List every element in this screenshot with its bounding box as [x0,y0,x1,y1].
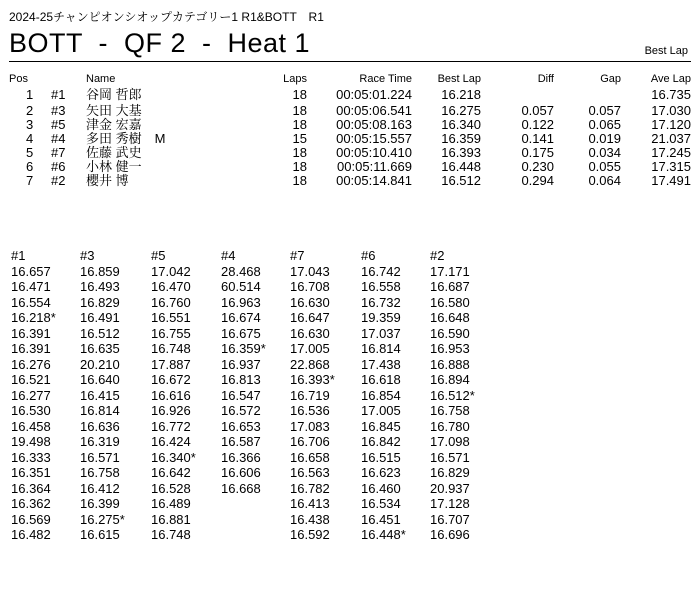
cell-ave-lap: 17.315 [651,159,691,174]
lap-time: 16.658 [290,449,330,465]
lap-time: 16.854 [361,387,401,403]
lap-time: 16.391 [11,325,51,341]
cell-pos: 2 [26,103,34,118]
table-row [0,118,700,132]
lap-time: 16.758 [430,403,470,418]
lap-time: 16.572 [221,403,261,418]
cell-diff: 0.294 [521,173,554,188]
results-header-row [0,72,700,86]
table-row [0,160,700,174]
cell-driver-name: 小林 健一 [86,159,142,174]
lap-time: 16.491 [80,310,120,325]
lap-time: 16.512 [80,325,120,341]
lap-time: 16.675 [221,325,261,341]
lap-time: 16.642 [151,465,191,480]
lap-time: 16.277 [11,387,51,403]
lap-time: 16.460 [361,480,401,496]
header-laps: Laps [283,73,307,85]
lap-time: 16.782 [290,480,330,496]
lap-time: 16.813 [221,372,261,387]
lap-column [11,248,56,543]
lap-column-header: #1 [11,248,26,263]
header-gap: Gap [600,73,621,85]
lap-time: 22.868 [290,356,330,372]
lap-time: 16.842 [361,434,401,449]
lap-time: 20.210 [80,356,120,372]
lap-time: 16.937 [221,356,261,372]
results-table [0,72,700,188]
cell-ave-lap: 17.245 [651,145,691,160]
lap-time: 16.547 [221,387,261,403]
cell-driver-name: 谷岡 哲郎 [86,87,142,102]
lap-time: 17.171 [430,263,470,279]
lap-time: 16.587 [221,434,261,449]
cell-race-time: 00:05:06.541 [336,103,412,118]
lap-time: 19.359 [361,310,401,325]
lap-time: 16.451 [361,511,401,527]
cell-diff: 0.057 [521,103,554,118]
table-row [0,88,700,102]
cell-driver-name: 佐藤 武史 [86,145,142,160]
cell-kart-number: #3 [51,103,66,118]
lap-time: 16.707 [430,511,470,527]
report-subtitle: 2024-25チャンピオンシオップカテゴリー1 R1&BOTT R1 [9,10,324,24]
lap-time: 16.364 [11,480,51,496]
cell-ave-lap: 17.491 [651,173,691,188]
cell-ave-lap: 16.735 [651,87,691,102]
lap-time: 16.618 [361,372,401,387]
cell-best-lap: 16.218 [441,87,481,102]
cell-gap: 0.065 [588,117,621,132]
lap-time: 16.742 [361,263,401,279]
cell-kart-number: #5 [51,117,66,132]
cell-driver-name: 矢田 大基 [86,103,142,118]
lap-time: 16.732 [361,294,401,310]
cell-pos: 5 [26,145,34,160]
lap-time: 16.606 [221,465,261,480]
lap-time: 16.881 [151,511,191,527]
cell-race-time: 00:05:01.224 [336,87,412,102]
lap-time: 16.814 [361,341,401,356]
lap-time: 16.530 [11,403,51,418]
lap-column-header: #5 [151,248,166,263]
header-ave-lap: Ave Lap [650,73,691,85]
cell-best-lap: 16.340 [441,117,481,132]
table-row [0,174,700,188]
lap-time: 16.708 [290,279,330,294]
cell-ave-lap: 17.030 [651,103,691,118]
lap-time: 17.005 [361,403,401,418]
cell-gap: 0.057 [588,103,621,118]
lap-time: 17.037 [361,325,401,341]
lap-time: 16.413 [290,496,330,511]
lap-time: 17.128 [430,496,470,511]
lap-time: 16.859 [80,263,120,279]
lap-time: 16.521 [11,372,51,387]
lap-time: 17.042 [151,263,191,279]
cell-best-lap: 16.512 [441,173,481,188]
lap-time: 19.498 [11,434,51,449]
cell-kart-number: #1 [51,87,66,102]
cell-laps: 18 [292,173,307,188]
lap-time: 16.569 [11,511,51,527]
lap-time: 16.534 [361,496,401,511]
lap-time: 16.706 [290,434,330,449]
lap-column [221,248,266,496]
cell-best-lap: 16.393 [441,145,481,160]
lap-time: 16.615 [80,527,120,542]
lap-time: 16.571 [430,449,470,465]
cell-pos: 1 [26,87,34,102]
lap-time: 16.963 [221,294,261,310]
lap-time: 16.571 [80,449,120,465]
lap-time: 16.340* [151,449,196,465]
cell-race-time: 00:05:14.841 [336,173,412,188]
lap-time: 16.448* [361,527,406,542]
lap-time: 16.616 [151,387,191,403]
lap-time: 17.098 [430,434,470,449]
best-lap-label: Best Lap [644,45,688,57]
cell-ave-lap: 21.037 [651,131,691,146]
lap-column [361,248,406,543]
cell-race-time: 00:05:08.163 [336,117,412,132]
lap-time: 16.558 [361,279,401,294]
lap-time: 16.489 [151,496,191,511]
lap-time: 17.005 [290,341,330,356]
lap-column-header: #3 [80,248,95,263]
lap-time: 16.319 [80,434,120,449]
cell-laps: 18 [292,87,307,102]
lap-time: 16.218* [11,310,56,325]
lap-time: 16.758 [80,465,120,480]
lap-time: 16.471 [11,279,51,294]
header-divider [9,61,691,62]
lap-time: 16.333 [11,449,51,465]
lap-column [151,248,196,543]
lap-time: 16.563 [290,465,330,480]
lap-time: 16.829 [80,294,120,310]
cell-diff: 0.175 [521,145,554,160]
lap-time: 16.953 [430,341,470,356]
lap-time: 17.043 [290,263,330,279]
lap-time: 16.512* [430,387,475,403]
lap-time: 16.845 [361,418,401,434]
cell-gap: 0.034 [588,145,621,160]
lap-time: 16.635 [80,341,120,356]
lap-time: 16.648 [430,310,470,325]
cell-kart-number: #7 [51,145,66,160]
cell-laps: 18 [292,117,307,132]
lap-time: 16.696 [430,527,470,542]
lap-time: 16.493 [80,279,120,294]
lap-column-header: #2 [430,248,445,263]
lap-time: 16.814 [80,403,120,418]
lap-time: 16.780 [430,418,470,434]
lap-time: 17.438 [361,356,401,372]
cell-race-time: 00:05:10.410 [336,145,412,160]
lap-time: 16.829 [430,465,470,480]
lap-time: 16.636 [80,418,120,434]
lap-time: 16.351 [11,465,51,480]
lap-time: 16.399 [80,496,120,511]
lap-time: 16.580 [430,294,470,310]
cell-race-time: 00:05:15.557 [336,131,412,146]
lap-time: 16.366 [221,449,261,465]
lap-column-header: #6 [361,248,376,263]
lap-time: 16.672 [151,372,191,387]
cell-laps: 18 [292,159,307,174]
cell-best-lap: 16.448 [441,159,481,174]
lap-time: 16.275* [80,511,125,527]
cell-pos: 7 [26,173,34,188]
lap-time: 16.772 [151,418,191,434]
cell-pos: 6 [26,159,34,174]
lap-time: 16.926 [151,403,191,418]
cell-gap: 0.055 [588,159,621,174]
page-title: BOTT - QF 2 - Heat 1 [9,28,311,58]
lap-time: 16.470 [151,279,191,294]
cell-laps: 18 [292,145,307,160]
lap-time: 16.393* [290,372,335,387]
lap-time: 16.362 [11,496,51,511]
lap-time: 16.412 [80,480,120,496]
lap-time: 17.083 [290,418,330,434]
cell-ave-lap: 17.120 [651,117,691,132]
cell-diff: 0.122 [521,117,554,132]
header-best-lap: Best Lap [437,73,481,85]
cell-best-lap: 16.359 [441,131,481,146]
lap-time: 28.468 [221,263,261,279]
lap-time: 16.894 [430,372,470,387]
cell-best-lap: 16.275 [441,103,481,118]
lap-time: 16.640 [80,372,120,387]
cell-pos: 4 [26,131,34,146]
lap-time: 16.415 [80,387,120,403]
header-diff: Diff [537,73,554,85]
lap-time: 16.536 [290,403,330,418]
cell-gap: 0.019 [588,131,621,146]
lap-time: 16.554 [11,294,51,310]
lap-time: 20.937 [430,480,470,496]
lap-time: 16.391 [11,341,51,356]
lap-time: 60.514 [221,279,261,294]
table-row [0,132,700,146]
cell-diff: 0.141 [521,131,554,146]
lap-time: 16.748 [151,527,191,542]
lap-time: 16.719 [290,387,330,403]
header-race-time: Race Time [359,73,412,85]
lap-time: 16.657 [11,263,51,279]
lap-column [290,248,335,543]
lap-time: 16.755 [151,325,191,341]
cell-laps: 18 [292,103,307,118]
lap-time: 17.887 [151,356,191,372]
lap-time: 16.551 [151,310,191,325]
cell-driver-name: 櫻井 博 [86,173,129,188]
cell-kart-number: #2 [51,173,66,188]
lap-time: 16.653 [221,418,261,434]
lap-time: 16.630 [290,294,330,310]
table-row [0,104,700,118]
lap-time: 16.668 [221,480,261,496]
header-name: Name [86,73,116,85]
lap-time: 16.623 [361,465,401,480]
header-pos: Pos [9,73,28,85]
lap-time: 16.590 [430,325,470,341]
lap-time: 16.687 [430,279,470,294]
cell-laps: 15 [292,131,307,146]
cell-kart-number: #6 [51,159,66,174]
lap-time: 16.276 [11,356,51,372]
cell-gap: 0.064 [588,173,621,188]
cell-race-time: 00:05:11.669 [337,159,412,174]
lap-time: 16.359* [221,341,266,356]
lap-column [430,248,475,543]
cell-kart-number: #4 [51,131,66,146]
lap-time: 16.424 [151,434,191,449]
lap-time: 16.528 [151,480,191,496]
cell-pos: 3 [26,117,34,132]
cell-driver-name: 多田 秀樹 M [86,131,166,146]
lap-time: 16.674 [221,310,261,325]
lap-time: 16.630 [290,325,330,341]
lap-time: 16.760 [151,294,191,310]
lap-time: 16.458 [11,418,51,434]
lap-time: 16.438 [290,511,330,527]
lap-time: 16.647 [290,310,330,325]
lap-column [80,248,125,543]
cell-diff: 0.230 [521,159,554,174]
lap-time: 16.482 [11,527,51,542]
lap-column-header: #4 [221,248,236,263]
lap-time: 16.748 [151,341,191,356]
lap-time: 16.515 [361,449,401,465]
lap-column-header: #7 [290,248,305,263]
lap-time: 16.592 [290,527,330,542]
lap-time: 16.888 [430,356,470,372]
results-body [0,88,700,188]
cell-driver-name: 津金 宏嘉 [86,117,142,132]
table-row [0,146,700,160]
